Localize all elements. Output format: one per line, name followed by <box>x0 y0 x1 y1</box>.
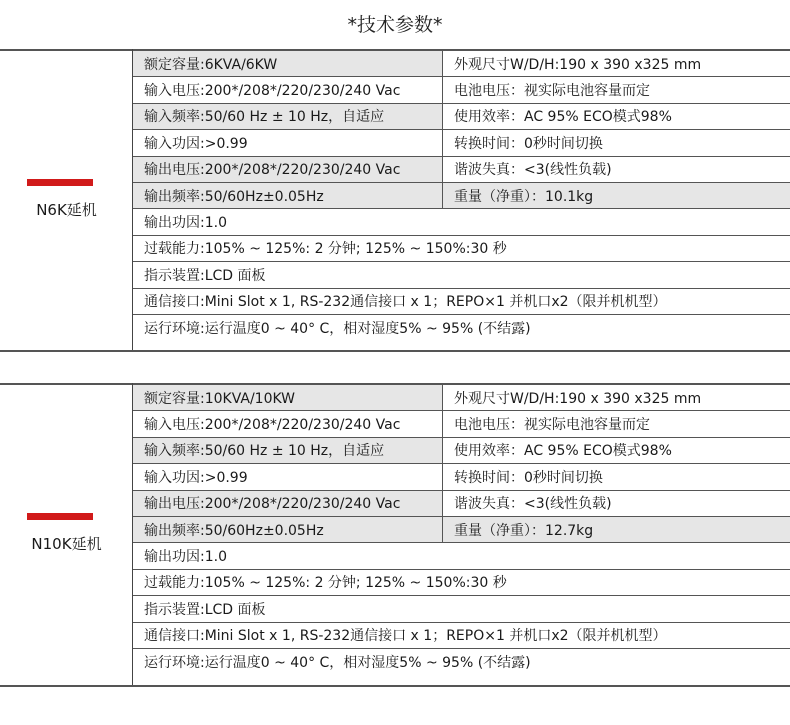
table-row <box>133 596 790 622</box>
spec-cell: 输出功因:1.0 <box>144 215 227 232</box>
spec-cell: 过载能力:105% ~ 125%: 2 分钟; 125% ~ 150%:30 秒 <box>144 575 507 592</box>
table-row <box>133 51 790 77</box>
spec-cell-left: 输入电压:200*/208*/220/230/240 Vac <box>133 411 443 436</box>
table-row <box>133 183 790 209</box>
table-row <box>133 157 790 183</box>
spec-cell-left: 输入功因:>0.99 <box>133 130 443 155</box>
model-cell <box>0 49 133 352</box>
table-row <box>133 543 790 569</box>
spec-cell: 运行环境:运行温度0 ~ 40° C，相对湿度5% ~ 95% (不结露) <box>144 655 531 672</box>
spec-cell-right: 电池电压：视实际电池容量而定 <box>454 83 650 100</box>
spec-cell: 指示装置:LCD 面板 <box>144 601 266 618</box>
model-cell <box>0 383 133 687</box>
table-row <box>133 104 790 130</box>
spec-cell-left: 输出电压:200*/208*/220/230/240 Vac <box>133 491 443 516</box>
spec-cell: 过载能力:105% ~ 125%: 2 分钟; 125% ~ 150%:30 秒 <box>144 241 507 258</box>
table-bottom-border <box>0 350 790 352</box>
table-row <box>133 464 790 490</box>
spec-cell: 通信接口:Mini Slot x 1, RS-232通信接口 x 1；REPO×1 并机口x2（限并机机型） <box>144 628 667 645</box>
spec-cell-right: 重量（净重）：12.7kg <box>443 517 790 542</box>
spec-cell: 指示装置:LCD 面板 <box>144 267 266 284</box>
spec-table-n6k <box>0 49 790 352</box>
table-row <box>133 411 790 437</box>
table-bottom-border <box>0 685 790 687</box>
table-row <box>133 130 790 156</box>
spec-cell-left: 额定容量:6KVA/6KW <box>133 51 443 76</box>
table-row <box>133 77 790 103</box>
spec-cell-left: 输入功因:>0.99 <box>133 464 443 489</box>
spec-cell-right: 外观尺寸W/D/H:190 x 390 x325 mm <box>454 390 702 407</box>
spec-cell-right: 转换时间：0秒时间切换 <box>454 469 603 486</box>
table-row <box>133 623 790 649</box>
red-accent-bar <box>27 513 93 520</box>
table-row <box>133 517 790 543</box>
spec-cell-right: 谐波失真：<3(线性负载) <box>454 162 612 179</box>
spec-cell-right: 使用效率：AC 95% ECO模式98% <box>454 109 672 126</box>
spec-cell-right: 转换时间：0秒时间切换 <box>454 135 603 152</box>
table-row <box>133 209 790 235</box>
table-row <box>133 262 790 288</box>
spec-cell: 通信接口:Mini Slot x 1, RS-232通信接口 x 1；REPO×1 并机口x2（限并机机型） <box>144 294 667 311</box>
spec-cell-left: 输出频率:50/60Hz±0.05Hz <box>133 183 443 208</box>
spec-rows <box>133 51 790 341</box>
spec-cell-left: 额定容量:10KVA/10KW <box>133 385 443 410</box>
table-row <box>133 570 790 596</box>
table-row <box>133 289 790 315</box>
page-title: *技术参数* <box>347 14 443 36</box>
spec-cell-left: 输出频率:50/60Hz±0.05Hz <box>133 517 443 542</box>
model-name: N6K延机 <box>36 201 97 219</box>
table-row <box>133 236 790 262</box>
spec-cell: 运行环境:运行温度0 ~ 40° C，相对湿度5% ~ 95% (不结露) <box>144 321 531 338</box>
spec-table-n10k <box>0 383 790 687</box>
table-row <box>133 385 790 411</box>
spec-cell-left: 输出电压:200*/208*/220/230/240 Vac <box>133 157 443 182</box>
model-name: N10K延机 <box>31 535 102 553</box>
spec-cell-right: 使用效率：AC 95% ECO模式98% <box>454 443 672 460</box>
spec-cell-left: 输入电压:200*/208*/220/230/240 Vac <box>133 77 443 102</box>
table-row <box>133 315 790 341</box>
spec-cell-right: 谐波失真：<3(线性负载) <box>454 496 612 513</box>
table-row <box>133 438 790 464</box>
red-accent-bar <box>27 179 93 186</box>
table-row <box>133 491 790 517</box>
spec-cell-left: 输入频率:50/60 Hz ± 10 Hz，自适应 <box>133 104 443 129</box>
spec-rows <box>133 385 790 675</box>
spec-cell: 输出功因:1.0 <box>144 549 227 566</box>
table-row <box>133 649 790 675</box>
spec-cell-left: 输入频率:50/60 Hz ± 10 Hz，自适应 <box>133 438 443 463</box>
spec-cell-right: 外观尺寸W/D/H:190 x 390 x325 mm <box>454 56 702 73</box>
spec-cell-right: 电池电压：视实际电池容量而定 <box>454 417 650 434</box>
spec-cell-right: 重量（净重）：10.1kg <box>443 183 790 208</box>
